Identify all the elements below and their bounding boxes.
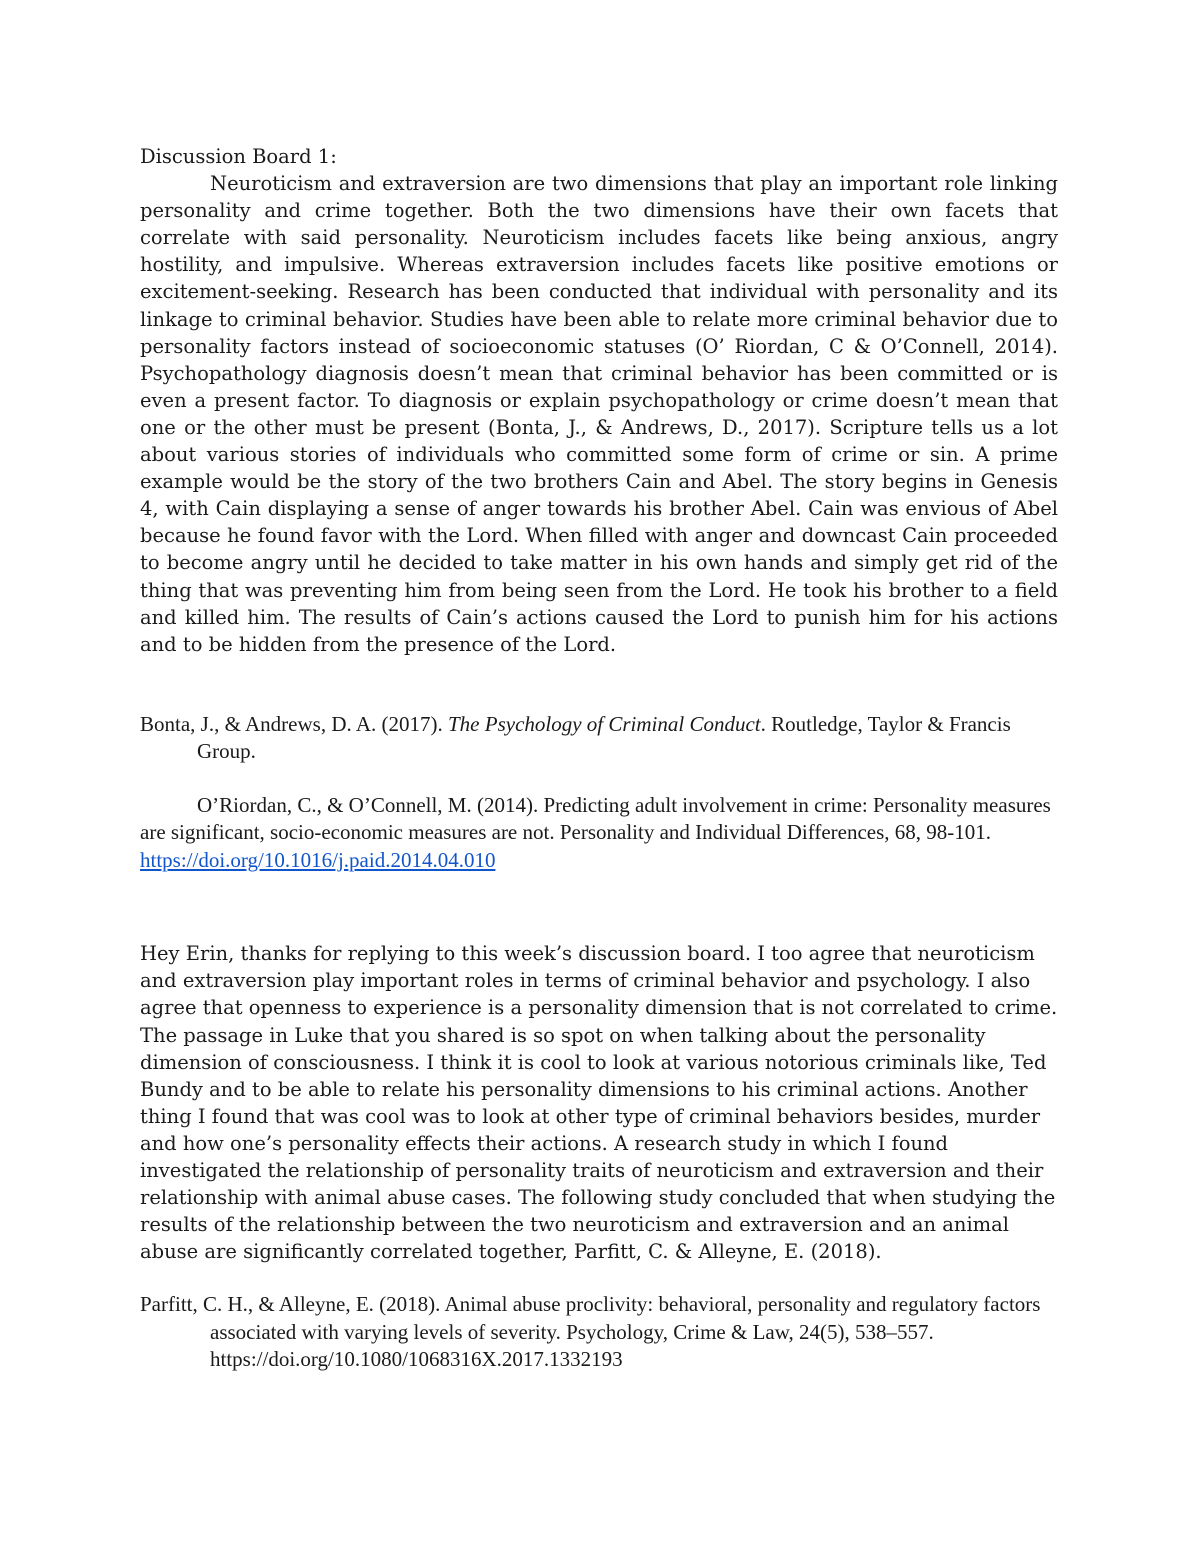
doi-link[interactable]: https://doi.org/10.1016/j.paid.2014.04.010: [140, 847, 496, 872]
discussion-heading: Discussion Board 1:: [140, 145, 337, 168]
spacer: [140, 1265, 1058, 1291]
discussion-body: Neuroticism and extraversion are two dimensions that play an important role linking personality and crime together. Both the two dimensions have their own facets that correlate with said personality. Neuroticism includes facets like being anxious, angry hostility, and impulsive. Whereas extraversion includes facets like positive emotions or excitement-seeking. Research has been conducted that individual with personality and its linkage to criminal behavior. Studies have been able to relate more criminal behavior due to personality factors instead of socioeconomic statuses (O’ Riordan, C & O’Connell, 2014). Psychopathology diagnosis doesn’t mean that criminal behavior has been committed or is even a present factor. To diagnosis or explain psychopathology or crime doesn’t mean that one or the other must be present (Bonta, J., & Andrews, D., 2017). Scripture tells us a lot about various stories of individuals who committed some form of crime or sin. A prime example would be the story of the two brothers Cain and Abel. The story begins in Genesis 4, with Cain displaying a sense of anger towards his brother Abel. Cain was envious of Abel because he found favor with the Lord. When filled with anger and downcast Cain proceeded to become angry until he decided to take matter in his own hands and simply get rid of the thing that was preventing him from being seen from the Lord. He took his brother to a field and killed him. The results of Cain’s actions caused the Lord to punish him for his actions and to be hidden from the presence of the Lord.: [140, 172, 1058, 656]
reference-bonta: [140, 711, 1058, 766]
document-page: [140, 143, 1058, 1374]
reference-parfitt: Parfitt, C. H., & Alleyne, E. (2018). Animal abuse proclivity: behavioral, personality and regulatory factors associated with varying levels of severity. Psychology, Crime & Law, 24(5), 538–557. https://doi.org/10.1080/1068316X.2017.1332193: [140, 1292, 1041, 1372]
reference-bonta-rest: . Routledge, Taylor & Francis Group.: [197, 711, 1011, 764]
reply-body: Hey Erin, thanks for replying to this week’s discussion board. I too agree that neuroticism and extraversion play important roles in terms of criminal behavior and psychology. I also agree that openness to experience is a personality dimension that is not correlated to crime. The passage in Luke that you shared is so spot on when talking about the personality dimension of consciousness. I think it is cool to look at various notorious criminals like, Ted Bundy and to be able to relate his personality dimensions to his criminal actions. Another thing I found that was cool was to look at other type of criminal behaviors besides, murder and how one’s personality effects their actions. A research study in which I found investigated the relationship of personality traits of neuroticism and extraversion and their relationship with animal abuse cases. The following study concluded that when studying the results of the relationship between the two neuroticism and extraversion and an animal abuse are significantly correlated together, Parfitt, C. & Alleyne, E. (2018).: [140, 942, 1058, 1264]
spacer: [140, 766, 1058, 792]
spacer: [140, 874, 1058, 940]
reference-oriordan: [140, 792, 1058, 875]
reference-bonta-title: The Psychology of Criminal Conduct: [448, 711, 761, 736]
reference-bonta-authors: Bonta, J., & Andrews, D. A. (2017).: [140, 711, 448, 736]
reference-oriordan-text: O’Riordan, C., & O’Connell, M. (2014). Predicting adult involvement in crime: Personality measures are significant, socio-economic measures are not. Personality and Individual Differences, 68, 98-101.: [140, 792, 1051, 845]
spacer: [140, 658, 1058, 711]
